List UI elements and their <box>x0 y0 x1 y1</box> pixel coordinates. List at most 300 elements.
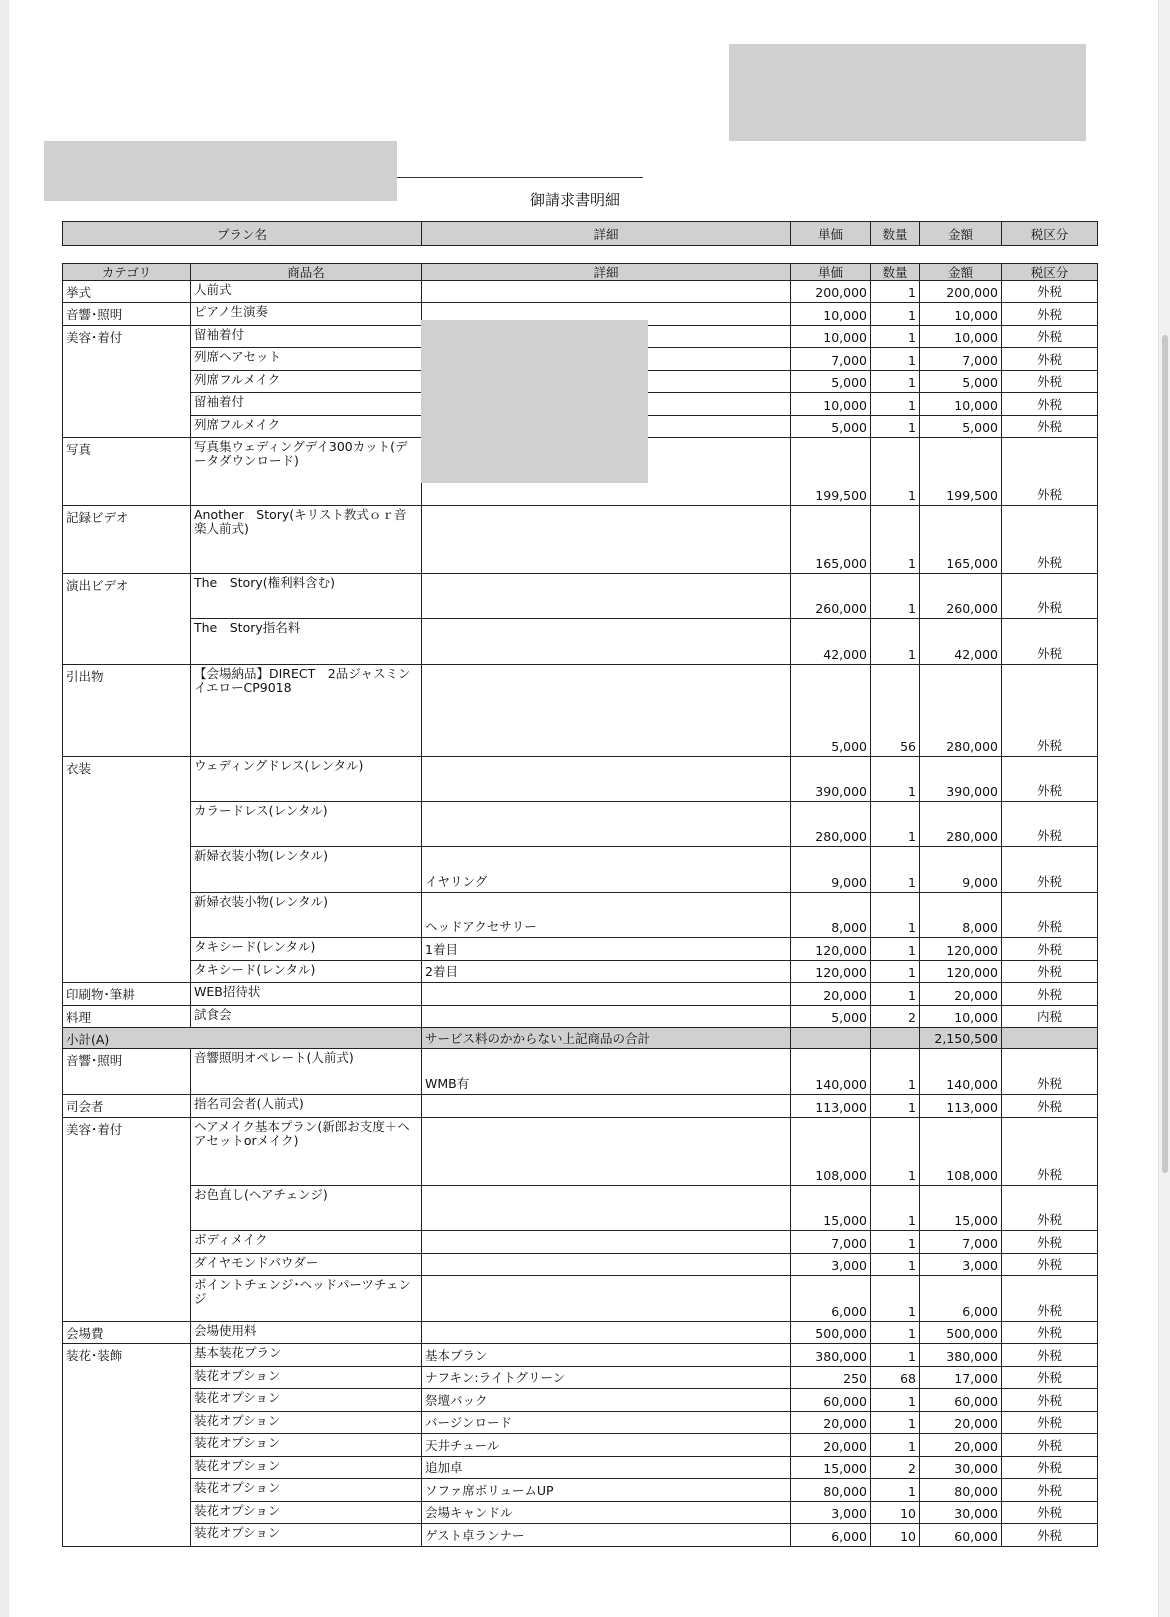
amount-cell: 30,000 <box>920 1457 1002 1479</box>
quantity-cell: 1 <box>871 574 920 619</box>
table-row <box>63 1389 1098 1412</box>
product-name-header: 商品名 <box>191 264 422 281</box>
detail-cell: 天井チュール <box>422 1434 791 1457</box>
amount-cell: 8,000 <box>920 893 1002 938</box>
detail-cell <box>422 619 791 665</box>
tax-class-cell: 外税 <box>1002 961 1098 983</box>
unit-price-cell: 20,000 <box>791 1434 871 1457</box>
quantity-cell: 1 <box>871 348 920 371</box>
detail-cell <box>422 1006 791 1028</box>
table-row <box>63 1186 1098 1231</box>
product-name-cell: タキシード(レンタル) <box>191 938 422 961</box>
table-row <box>63 1344 1098 1367</box>
unit-price-cell: 390,000 <box>791 757 871 802</box>
detail-cell <box>422 1095 791 1118</box>
table-row <box>63 1049 1098 1095</box>
category-cell <box>63 1367 191 1389</box>
tax-class-cell: 外税 <box>1002 506 1098 574</box>
product-name-cell: タキシード(レンタル) <box>191 961 422 983</box>
category-cell: 引出物 <box>63 665 191 757</box>
detail-header: 詳細 <box>422 264 791 281</box>
quantity-cell: 1 <box>871 416 920 438</box>
unit-price-cell: 260,000 <box>791 574 871 619</box>
table-row <box>63 802 1098 847</box>
quantity-cell: 68 <box>871 1367 920 1389</box>
table-row <box>63 1231 1098 1254</box>
tax-class-cell: 外税 <box>1002 574 1098 619</box>
unit-price-cell: 5,000 <box>791 371 871 393</box>
category-cell <box>63 1231 191 1254</box>
amount-cell: 15,000 <box>920 1186 1002 1231</box>
table-row <box>63 893 1098 938</box>
quantity-cell: 1 <box>871 1049 920 1095</box>
product-name-cell: ダイヤモンドパウダー <box>191 1254 422 1276</box>
tax-class-cell: 外税 <box>1002 1231 1098 1254</box>
category-cell: 印刷物･筆耕 <box>63 983 191 1006</box>
amount-cell: 260,000 <box>920 574 1002 619</box>
category-header: カテゴリ <box>63 264 191 281</box>
unit-price-cell: 6,000 <box>791 1276 871 1322</box>
amount-cell: 30,000 <box>920 1502 1002 1524</box>
tax-class-cell: 外税 <box>1002 757 1098 802</box>
unit-price-cell: 200,000 <box>791 281 871 303</box>
product-name-cell: 列席ヘアセット <box>191 348 422 371</box>
amount-cell: 280,000 <box>920 802 1002 847</box>
quantity-cell: 1 <box>871 1434 920 1457</box>
category-cell: 挙式 <box>63 281 191 303</box>
table-row <box>63 938 1098 961</box>
category-cell <box>63 1186 191 1231</box>
plan-quantity-header: 数量 <box>871 222 920 246</box>
product-name-cell: 装花オプション <box>191 1502 422 1524</box>
tax-class-cell: 外税 <box>1002 938 1098 961</box>
tax-class-cell: 外税 <box>1002 1367 1098 1389</box>
tax-class-cell: 外税 <box>1002 619 1098 665</box>
tax-class-cell: 外税 <box>1002 1095 1098 1118</box>
detail-cell <box>422 983 791 1006</box>
detail-cell <box>422 1322 791 1344</box>
amount-cell: 120,000 <box>920 938 1002 961</box>
category-cell <box>63 938 191 961</box>
quantity-cell: 1 <box>871 1344 920 1367</box>
tax-class-cell: 外税 <box>1002 1186 1098 1231</box>
amount-cell: 165,000 <box>920 506 1002 574</box>
page-left-edge <box>0 0 9 1617</box>
quantity-cell: 1 <box>871 371 920 393</box>
category-cell <box>63 1254 191 1276</box>
product-name-cell: 装花オプション <box>191 1457 422 1479</box>
detail-cell: バージンロード <box>422 1412 791 1434</box>
amount-cell: 108,000 <box>920 1118 1002 1186</box>
unit-price-cell: 113,000 <box>791 1095 871 1118</box>
tax-class-cell: 外税 <box>1002 281 1098 303</box>
category-cell <box>63 1479 191 1502</box>
product-name-cell: 基本装花プラン <box>191 1344 422 1367</box>
product-name-cell: 装花オプション <box>191 1412 422 1434</box>
category-cell <box>63 416 191 438</box>
unit-price-cell: 6,000 <box>791 1524 871 1547</box>
detail-cell <box>422 1186 791 1231</box>
amount-cell: 10,000 <box>920 303 1002 326</box>
amount-cell: 5,000 <box>920 416 1002 438</box>
quantity-cell: 1 <box>871 1231 920 1254</box>
amount-cell: 10,000 <box>920 1006 1002 1028</box>
tax-class-cell: 外税 <box>1002 893 1098 938</box>
category-cell <box>63 1276 191 1322</box>
category-cell: 会場費 <box>63 1322 191 1344</box>
tax-class-cell: 外税 <box>1002 1276 1098 1322</box>
subtotal-row <box>63 1028 1098 1049</box>
unit-price-cell: 500,000 <box>791 1322 871 1344</box>
amount-header: 金額 <box>920 264 1002 281</box>
unit-price-cell: 8,000 <box>791 893 871 938</box>
product-name-cell: 新婦衣装小物(レンタル) <box>191 893 422 938</box>
category-cell: 音響･照明 <box>63 1049 191 1095</box>
tax-class-cell: 外税 <box>1002 1254 1098 1276</box>
table-row <box>63 665 1098 757</box>
plan-header-table <box>62 221 1098 246</box>
category-cell: 美容･着付 <box>63 1118 191 1186</box>
unit-price-cell: 3,000 <box>791 1502 871 1524</box>
detail-cell: WMB有 <box>422 1049 791 1095</box>
redacted-block-top-right <box>729 44 1086 141</box>
table-row <box>63 506 1098 574</box>
tax-class-cell: 外税 <box>1002 438 1098 506</box>
table-row <box>63 1412 1098 1434</box>
tax-class-cell: 外税 <box>1002 1502 1098 1524</box>
category-cell: 音響･照明 <box>63 303 191 326</box>
category-cell <box>63 1389 191 1412</box>
tax-class-cell: 外税 <box>1002 983 1098 1006</box>
quantity-cell: 1 <box>871 1186 920 1231</box>
category-cell <box>63 961 191 983</box>
unit-price-cell: 5,000 <box>791 416 871 438</box>
tax-class-cell: 外税 <box>1002 1412 1098 1434</box>
detail-cell <box>422 1231 791 1254</box>
detail-cell <box>422 1254 791 1276</box>
product-name-cell: 留袖着付 <box>191 393 422 416</box>
product-name-cell: ウェディングドレス(レンタル) <box>191 757 422 802</box>
table-row <box>63 1434 1098 1457</box>
product-name-cell: ポイントチェンジ･ヘッドパーツチェンジ <box>191 1276 422 1322</box>
plan-name-header: プラン名 <box>63 222 422 246</box>
plan-amount-header: 金額 <box>920 222 1002 246</box>
tax-class-cell: 外税 <box>1002 1049 1098 1095</box>
table-row <box>63 1367 1098 1389</box>
unit-price-cell: 10,000 <box>791 303 871 326</box>
category-cell <box>63 393 191 416</box>
tax-class-cell: 外税 <box>1002 847 1098 893</box>
amount-cell: 60,000 <box>920 1524 1002 1547</box>
subtotal-unit-price <box>791 1028 871 1049</box>
detail-cell: ヘッドアクセサリー <box>422 893 791 938</box>
scrollbar-thumb[interactable] <box>1162 335 1168 1173</box>
subtotal-amount: 2,150,500 <box>920 1028 1002 1049</box>
detail-cell: 会場キャンドル <box>422 1502 791 1524</box>
product-name-cell: ヘアメイク基本プラン(新郎お支度＋ヘアセットorメイク) <box>191 1118 422 1186</box>
amount-cell: 199,500 <box>920 438 1002 506</box>
detail-cell: 追加卓 <box>422 1457 791 1479</box>
category-cell <box>63 371 191 393</box>
amount-cell: 200,000 <box>920 281 1002 303</box>
table-row <box>63 1095 1098 1118</box>
table-row <box>63 1276 1098 1322</box>
category-cell: 司会者 <box>63 1095 191 1118</box>
product-name-cell: 新婦衣装小物(レンタル) <box>191 847 422 893</box>
unit-price-cell: 165,000 <box>791 506 871 574</box>
unit-price-cell: 280,000 <box>791 802 871 847</box>
amount-cell: 17,000 <box>920 1367 1002 1389</box>
amount-cell: 10,000 <box>920 326 1002 348</box>
recipient-underline <box>397 177 643 178</box>
table-row <box>63 1524 1098 1547</box>
amount-cell: 6,000 <box>920 1276 1002 1322</box>
quantity-cell: 1 <box>871 1276 920 1322</box>
amount-cell: 3,000 <box>920 1254 1002 1276</box>
product-name-cell: Another Story(キリスト教式ｏｒ音楽人前式) <box>191 506 422 574</box>
table-row <box>63 961 1098 983</box>
detail-cell <box>422 665 791 757</box>
tax-class-cell: 外税 <box>1002 303 1098 326</box>
category-cell: 演出ビデオ <box>63 574 191 619</box>
amount-cell: 42,000 <box>920 619 1002 665</box>
detail-cell <box>422 1276 791 1322</box>
tax-class-cell: 外税 <box>1002 1434 1098 1457</box>
product-name-cell: 写真集ウェディングデイ300カット(データダウンロード) <box>191 438 422 506</box>
product-name-cell: 留袖着付 <box>191 326 422 348</box>
tax-class-cell: 外税 <box>1002 1457 1098 1479</box>
quantity-cell: 1 <box>871 281 920 303</box>
unit-price-cell: 5,000 <box>791 1006 871 1028</box>
quantity-cell: 1 <box>871 506 920 574</box>
unit-price-cell: 7,000 <box>791 348 871 371</box>
detail-cell <box>422 802 791 847</box>
product-name-cell: 列席フルメイク <box>191 416 422 438</box>
tax-class-cell: 外税 <box>1002 393 1098 416</box>
amount-cell: 10,000 <box>920 393 1002 416</box>
amount-cell: 390,000 <box>920 757 1002 802</box>
unit-price-cell: 380,000 <box>791 1344 871 1367</box>
category-cell: 美容･着付 <box>63 326 191 348</box>
product-name-cell: 音響照明オペレート(人前式) <box>191 1049 422 1095</box>
product-name-cell: 人前式 <box>191 281 422 303</box>
tax-class-cell: 外税 <box>1002 1389 1098 1412</box>
amount-cell: 7,000 <box>920 1231 1002 1254</box>
quantity-cell: 1 <box>871 961 920 983</box>
quantity-cell: 1 <box>871 1479 920 1502</box>
tax-class-cell: 外税 <box>1002 371 1098 393</box>
product-name-cell: お色直し(ヘアチェンジ) <box>191 1186 422 1231</box>
plan-unit-price-header: 単価 <box>791 222 871 246</box>
category-cell: 料理 <box>63 1006 191 1028</box>
product-name-cell: 装花オプション <box>191 1479 422 1502</box>
quantity-cell: 1 <box>871 1254 920 1276</box>
quantity-cell: 2 <box>871 1457 920 1479</box>
category-cell <box>63 1412 191 1434</box>
amount-cell: 500,000 <box>920 1322 1002 1344</box>
detail-cell: イヤリング <box>422 847 791 893</box>
quantity-cell: 1 <box>871 619 920 665</box>
amount-cell: 7,000 <box>920 348 1002 371</box>
category-cell: 写真 <box>63 438 191 506</box>
table-row <box>63 281 1098 303</box>
table-row <box>63 1479 1098 1502</box>
amount-cell: 9,000 <box>920 847 1002 893</box>
detail-cell <box>422 506 791 574</box>
product-name-cell: 装花オプション <box>191 1367 422 1389</box>
detail-cell: ナフキン:ライトグリーン <box>422 1367 791 1389</box>
tax-class-cell: 外税 <box>1002 665 1098 757</box>
subtotal-description: サービス料のかからない上記商品の合計 <box>422 1028 791 1049</box>
product-name-cell: ボディメイク <box>191 1231 422 1254</box>
detail-cell: 1着目 <box>422 938 791 961</box>
detail-cell: ゲスト卓ランナー <box>422 1524 791 1547</box>
detail-cell: ソファ席ボリュームUP <box>422 1479 791 1502</box>
category-cell <box>63 893 191 938</box>
tax-class-cell: 外税 <box>1002 802 1098 847</box>
quantity-cell: 1 <box>871 893 920 938</box>
table-row <box>63 619 1098 665</box>
quantity-cell: 1 <box>871 438 920 506</box>
category-cell: 記録ビデオ <box>63 506 191 574</box>
unit-price-cell: 20,000 <box>791 1412 871 1434</box>
tax-class-cell: 外税 <box>1002 1479 1098 1502</box>
table-row <box>63 1254 1098 1276</box>
table-row <box>63 757 1098 802</box>
product-name-cell: ピアノ生演奏 <box>191 303 422 326</box>
table-row <box>63 983 1098 1006</box>
tax-class-cell: 外税 <box>1002 1118 1098 1186</box>
unit-price-cell: 5,000 <box>791 665 871 757</box>
quantity-cell: 1 <box>871 393 920 416</box>
quantity-cell: 2 <box>871 1006 920 1028</box>
table-row <box>63 1322 1098 1344</box>
unit-price-header: 単価 <box>791 264 871 281</box>
product-name-cell: 装花オプション <box>191 1389 422 1412</box>
amount-cell: 120,000 <box>920 961 1002 983</box>
unit-price-cell: 250 <box>791 1367 871 1389</box>
tax-class-cell: 内税 <box>1002 1006 1098 1028</box>
category-cell <box>63 1524 191 1547</box>
product-name-cell: 指名司会者(人前式) <box>191 1095 422 1118</box>
quantity-cell: 1 <box>871 847 920 893</box>
amount-cell: 20,000 <box>920 983 1002 1006</box>
unit-price-cell: 10,000 <box>791 393 871 416</box>
table-row <box>63 847 1098 893</box>
amount-cell: 113,000 <box>920 1095 1002 1118</box>
tax-class-cell: 外税 <box>1002 326 1098 348</box>
unit-price-cell: 7,000 <box>791 1231 871 1254</box>
subtotal-quantity <box>871 1028 920 1049</box>
quantity-cell: 1 <box>871 303 920 326</box>
unit-price-cell: 60,000 <box>791 1389 871 1412</box>
unit-price-cell: 108,000 <box>791 1118 871 1186</box>
category-cell <box>63 802 191 847</box>
detail-cell <box>422 281 791 303</box>
detail-cell: 基本プラン <box>422 1344 791 1367</box>
table-row <box>63 1118 1098 1186</box>
product-name-cell: 試食会 <box>191 1006 422 1028</box>
category-cell <box>63 1502 191 1524</box>
quantity-cell: 1 <box>871 802 920 847</box>
unit-price-cell: 3,000 <box>791 1254 871 1276</box>
amount-cell: 60,000 <box>920 1389 1002 1412</box>
quantity-header: 数量 <box>871 264 920 281</box>
tax-class-header: 税区分 <box>1002 264 1098 281</box>
tax-class-cell: 外税 <box>1002 1344 1098 1367</box>
unit-price-cell: 199,500 <box>791 438 871 506</box>
product-name-cell: The Story指名料 <box>191 619 422 665</box>
unit-price-cell: 120,000 <box>791 938 871 961</box>
quantity-cell: 56 <box>871 665 920 757</box>
scrollbar-track[interactable] <box>1158 0 1170 1617</box>
unit-price-cell: 9,000 <box>791 847 871 893</box>
unit-price-cell: 15,000 <box>791 1186 871 1231</box>
subtotal-tax <box>1002 1028 1098 1049</box>
category-cell <box>63 619 191 665</box>
amount-cell: 20,000 <box>920 1434 1002 1457</box>
product-name-cell: 【会場納品】DIRECT 2品ジャスミンイエローCP9018 <box>191 665 422 757</box>
quantity-cell: 1 <box>871 1322 920 1344</box>
quantity-cell: 1 <box>871 1412 920 1434</box>
amount-cell: 20,000 <box>920 1412 1002 1434</box>
quantity-cell: 10 <box>871 1524 920 1547</box>
table-row <box>63 574 1098 619</box>
category-cell: 衣装 <box>63 757 191 802</box>
document-title <box>0 189 1170 210</box>
amount-cell: 380,000 <box>920 1344 1002 1367</box>
product-name-cell: 列席フルメイク <box>191 371 422 393</box>
product-name-cell: The Story(権利料含む) <box>191 574 422 619</box>
unit-price-cell: 120,000 <box>791 961 871 983</box>
unit-price-cell: 42,000 <box>791 619 871 665</box>
table-row <box>63 1502 1098 1524</box>
quantity-cell: 1 <box>871 326 920 348</box>
category-cell <box>63 1457 191 1479</box>
tax-class-cell: 外税 <box>1002 1524 1098 1547</box>
document-title-text: 御請求書明細 <box>529 191 620 209</box>
detail-cell <box>422 574 791 619</box>
category-cell <box>63 1434 191 1457</box>
tax-class-cell: 外税 <box>1002 348 1098 371</box>
unit-price-cell: 140,000 <box>791 1049 871 1095</box>
product-name-cell: WEB招待状 <box>191 983 422 1006</box>
category-cell <box>63 847 191 893</box>
amount-cell: 140,000 <box>920 1049 1002 1095</box>
detail-cell: 2着目 <box>422 961 791 983</box>
subtotal-label: 小計(A) <box>63 1028 422 1049</box>
quantity-cell: 1 <box>871 1118 920 1186</box>
table-row <box>63 1457 1098 1479</box>
table-row <box>63 1006 1098 1028</box>
quantity-cell: 1 <box>871 1095 920 1118</box>
plan-detail-header: 詳細 <box>422 222 791 246</box>
category-cell: 装花･装飾 <box>63 1344 191 1367</box>
detail-cell: 祭壇バック <box>422 1389 791 1412</box>
unit-price-cell: 10,000 <box>791 326 871 348</box>
redacted-block-detail <box>421 320 648 483</box>
product-name-cell: 装花オプション <box>191 1434 422 1457</box>
amount-cell: 80,000 <box>920 1479 1002 1502</box>
detail-cell <box>422 757 791 802</box>
tax-class-cell: 外税 <box>1002 416 1098 438</box>
quantity-cell: 1 <box>871 983 920 1006</box>
quantity-cell: 10 <box>871 1502 920 1524</box>
product-name-cell: 装花オプション <box>191 1524 422 1547</box>
category-cell <box>63 348 191 371</box>
quantity-cell: 1 <box>871 1389 920 1412</box>
amount-cell: 280,000 <box>920 665 1002 757</box>
